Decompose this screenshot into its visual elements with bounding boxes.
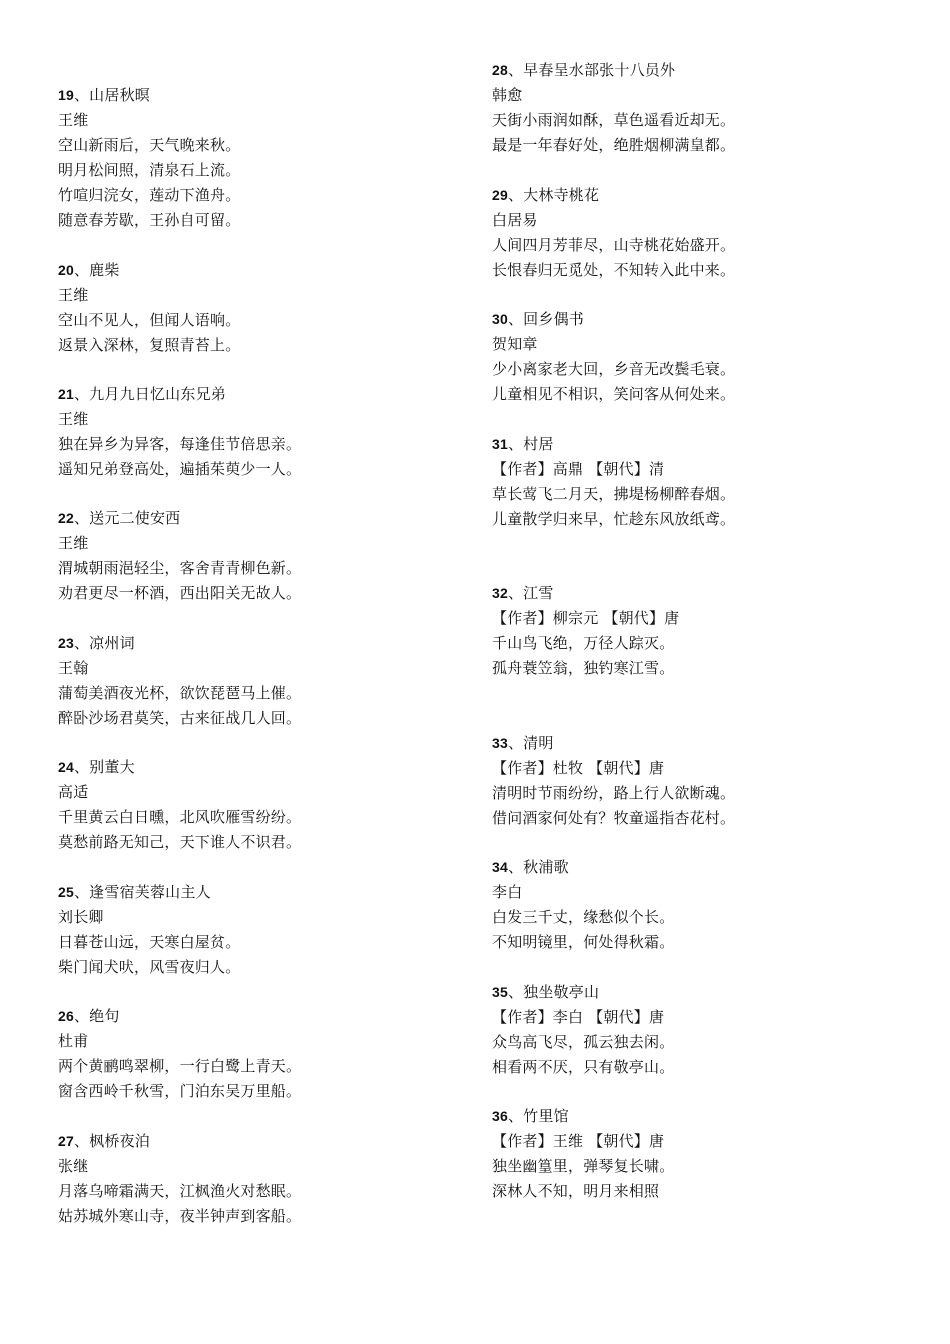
poem-title-text: 、早春呈水部张十八员外 [507, 61, 676, 79]
poem-line: 蒲萄美酒夜光杯，欲饮琵琶马上催。 [58, 684, 302, 702]
poem-line: 竹喧归浣女，莲动下渔舟。 [58, 186, 241, 204]
poem-title-text: 、凉州词 [73, 634, 135, 652]
poem-title [58, 880, 240, 905]
poem-number: 24 [58, 759, 74, 775]
poem-line: 空山新雨后，天气晚来秋。 [58, 136, 241, 154]
poem-title [492, 855, 674, 880]
poem-title-text: 、大林寺桃花 [507, 186, 600, 204]
poem-line: 渭城朝雨浥轻尘，客舍青青柳色新。 [58, 559, 302, 577]
poem-31 [492, 432, 735, 532]
poem-number: 22 [58, 510, 74, 526]
poem-number: 20 [58, 262, 74, 278]
poem-line: 不知明镜里，何处得秋霜。 [492, 933, 675, 951]
poem-line: 白发三千丈，缘愁似个长。 [492, 908, 675, 926]
poem-title-text: 、山居秋暝 [73, 86, 150, 104]
poem-author: 韩愈 [492, 86, 523, 104]
poem-30 [492, 307, 735, 407]
poem-line: 众鸟高飞尽，孤云独去闲。 [492, 1033, 675, 1051]
poem-number: 23 [58, 635, 74, 651]
poem-line: 姑苏城外寒山寺，夜半钟声到客船。 [58, 1207, 302, 1225]
poem-title [492, 581, 679, 606]
poem-author: 王维 [58, 111, 89, 129]
poem-title-text: 、秋浦歌 [507, 858, 569, 876]
poem-author: 刘长卿 [58, 908, 104, 926]
poem-number: 35 [492, 984, 508, 1000]
poem-number: 19 [58, 87, 74, 103]
poem-title-text: 、独坐敬亭山 [507, 983, 600, 1001]
poem-line: 清明时节雨纷纷，路上行人欲断魂。 [492, 784, 736, 802]
poem-title-text: 、逢雪宿芙蓉山主人 [73, 883, 211, 901]
poem-line: 最是一年春好处，绝胜烟柳满皇都。 [492, 136, 736, 154]
poem-line: 独在异乡为异客，每逢佳节倍思亲。 [58, 435, 302, 453]
poem-number: 26 [58, 1008, 74, 1024]
poem-line: 月落乌啼霜满天，江枫渔火对愁眠。 [58, 1182, 302, 1200]
poem-author: 李白 [492, 883, 523, 901]
poem-author: 王翰 [58, 659, 89, 677]
poem-number: 34 [492, 859, 508, 875]
poem-author: 白居易 [492, 211, 538, 229]
poem-34 [492, 855, 674, 955]
poem-32 [492, 581, 679, 681]
poem-title-text: 、枫桥夜泊 [73, 1132, 150, 1150]
poem-author: 【作者】杜牧 【朝代】唐 [492, 759, 665, 777]
poem-36 [492, 1104, 674, 1204]
poem-title [58, 1004, 301, 1029]
poem-author: 高适 [58, 783, 89, 801]
poem-line: 深林人不知，明月来相照 [492, 1182, 660, 1200]
poem-line: 随意春芳歇，王孙自可留。 [58, 211, 241, 229]
poem-title [58, 506, 301, 531]
poem-author: 【作者】柳宗元 【朝代】唐 [492, 609, 680, 627]
poem-number: 29 [492, 187, 508, 203]
poem-title [58, 1129, 301, 1154]
poem-title-text: 、九月九日忆山东兄弟 [73, 385, 226, 403]
poem-line: 醉卧沙场君莫笑，古来征战几人回。 [58, 709, 302, 727]
poem-23 [58, 631, 301, 731]
poem-author: 【作者】高鼎 【朝代】清 [492, 460, 665, 478]
poem-line: 人间四月芳菲尽，山寺桃花始盛开。 [492, 236, 736, 254]
poem-title-text: 、绝句 [73, 1007, 120, 1025]
poem-26 [58, 1004, 301, 1104]
poem-title [492, 58, 735, 83]
poem-29 [492, 183, 735, 283]
poem-line: 劝君更尽一杯酒，西出阳关无故人。 [58, 584, 302, 602]
poem-author: 杜甫 [58, 1032, 89, 1050]
poem-title-text: 、送元二使安西 [73, 509, 181, 527]
poem-line: 千山鸟飞绝，万径人踪灭。 [492, 634, 675, 652]
poem-line: 相看两不厌，只有敬亭山。 [492, 1058, 675, 1076]
poem-number: 36 [492, 1108, 508, 1124]
poem-number: 30 [492, 311, 508, 327]
poem-line: 返景入深林，复照青苔上。 [58, 336, 241, 354]
poem-line: 明月松间照，清泉石上流。 [58, 161, 241, 179]
poem-25 [58, 880, 240, 980]
poem-22 [58, 506, 301, 606]
poem-line: 借问酒家何处有？牧童遥指杏花村。 [492, 809, 736, 827]
poem-title-text: 、江雪 [507, 584, 554, 602]
poem-number: 28 [492, 62, 508, 78]
poem-title-text: 、村居 [507, 435, 554, 453]
poem-33 [492, 731, 735, 831]
poem-number: 31 [492, 436, 508, 452]
poem-number: 33 [492, 735, 508, 751]
poem-number: 32 [492, 585, 508, 601]
poem-line: 千里黄云白日曛，北风吹雁雪纷纷。 [58, 808, 302, 826]
poem-number: 27 [58, 1133, 74, 1149]
poem-author: 贺知章 [492, 335, 538, 353]
poem-line: 日暮苍山远，天寒白屋贫。 [58, 933, 241, 951]
poem-title [492, 980, 674, 1005]
poem-21 [58, 382, 301, 482]
poem-author: 【作者】王维 【朝代】唐 [492, 1132, 665, 1150]
poem-27 [58, 1129, 301, 1229]
poem-author: 王维 [58, 410, 89, 428]
poem-title [492, 432, 735, 457]
poem-20 [58, 258, 240, 358]
poem-28 [492, 58, 735, 158]
poem-number: 25 [58, 884, 74, 900]
poem-title [58, 755, 301, 780]
poem-title-text: 、竹里馆 [507, 1107, 569, 1125]
poem-title [492, 307, 735, 332]
poem-line: 儿童相见不相识，笑问客从何处来。 [492, 385, 736, 403]
poem-title [58, 258, 240, 283]
poem-author: 【作者】李白 【朝代】唐 [492, 1008, 665, 1026]
poem-line: 窗含西岭千秋雪，门泊东吴万里船。 [58, 1082, 302, 1100]
poem-line: 儿童散学归来早，忙趁东风放纸鸢。 [492, 510, 736, 528]
poem-title [492, 731, 735, 756]
poem-line: 遥知兄弟登高处，遍插茱萸少一人。 [58, 460, 302, 478]
poem-line: 长恨春归无觅处，不知转入此中来。 [492, 261, 736, 279]
poem-35 [492, 980, 674, 1080]
poem-title [58, 631, 301, 656]
poem-line: 空山不见人，但闻人语响。 [58, 311, 241, 329]
poem-line: 天街小雨润如酥，草色遥看近却无。 [492, 111, 736, 129]
poem-line: 两个黄鹂鸣翠柳，一行白鹭上青天。 [58, 1057, 302, 1075]
poem-19 [58, 83, 240, 233]
poem-line: 草长莺飞二月天，拂堤杨柳醉春烟。 [492, 485, 736, 503]
poem-title [492, 1104, 674, 1129]
poem-author: 王维 [58, 286, 89, 304]
poem-line: 独坐幽篁里，弹琴复长啸。 [492, 1157, 675, 1175]
poem-24 [58, 755, 301, 855]
poem-line: 莫愁前路无知己，天下谁人不识君。 [58, 833, 302, 851]
poem-title [492, 183, 735, 208]
poem-title-text: 、清明 [507, 734, 554, 752]
poem-line: 柴门闻犬吠，风雪夜归人。 [58, 958, 241, 976]
poem-author: 张继 [58, 1157, 89, 1175]
poem-line: 少小离家老大回，乡音无改鬓毛衰。 [492, 360, 736, 378]
poem-title-text: 、鹿柴 [73, 261, 120, 279]
poem-title-text: 、别董大 [73, 758, 135, 776]
poem-title-text: 、回乡偶书 [507, 310, 584, 328]
poem-line: 孤舟蓑笠翁，独钓寒江雪。 [492, 659, 675, 677]
poem-number: 21 [58, 386, 74, 402]
poem-title [58, 83, 240, 108]
poem-title [58, 382, 301, 407]
poem-author: 王维 [58, 534, 89, 552]
